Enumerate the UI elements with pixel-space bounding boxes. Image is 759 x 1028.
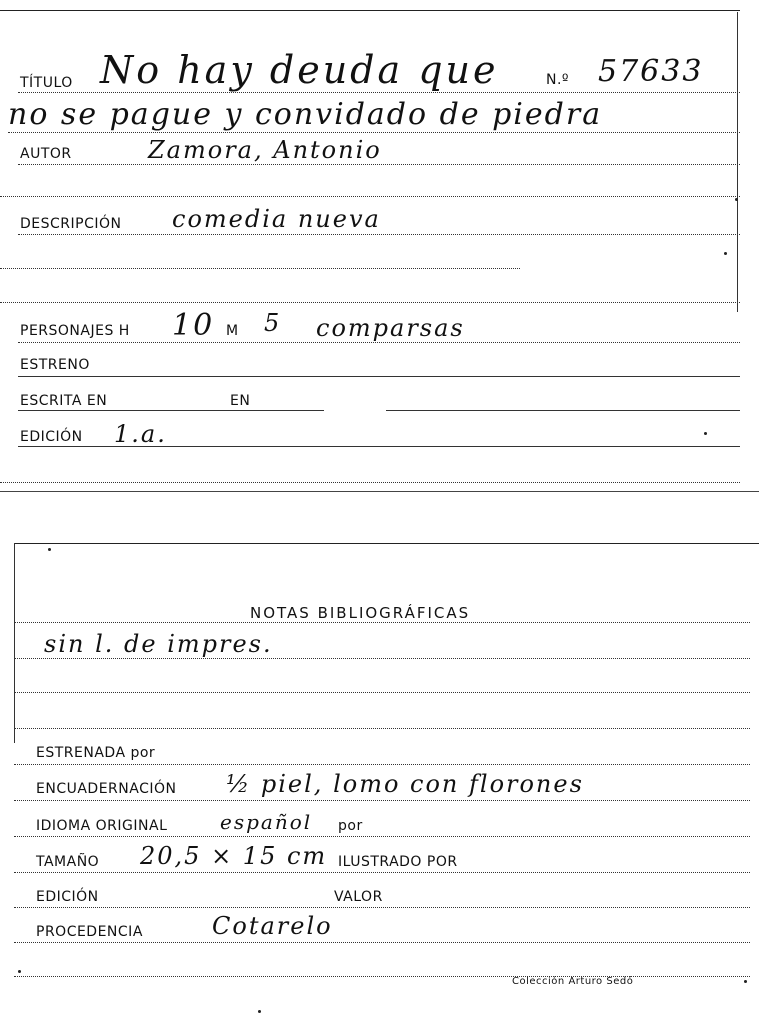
personajes-h-value: 10 [172,308,215,343]
card-edge [737,12,738,312]
blank-line [0,196,740,197]
procedencia-value: Cotarelo [212,912,333,940]
personajes-line [18,342,740,343]
descripcion-label: DESCRIPCIÓN [20,216,122,232]
estreno-label: ESTRENO [20,357,90,373]
blank-line [14,692,750,693]
ink-speck [735,198,738,201]
autor-value: Zamora, Antonio [148,136,382,164]
titulo-handwriting: No hay deuda que [100,48,499,92]
titulo-label: TÍTULO [20,75,73,91]
blank-line [0,302,740,303]
card-edge [0,491,759,492]
notas-line [14,622,750,623]
blank-line [14,976,750,977]
idioma-line [14,836,750,837]
idioma-label: IDIOMA ORIGINAL [36,818,168,834]
encuadernacion-value: ½ piel, lomo con florones [226,770,584,798]
ink-speck [744,980,747,983]
ink-speck [704,432,707,435]
coleccion-imprint: Colección Arturo Sedó [512,976,634,987]
estrenada-label: ESTRENADA por [36,745,156,761]
estrenada-line [14,764,750,765]
personajes-extra: comparsas [316,314,465,342]
card-edge [0,10,740,11]
idioma-por-label: por [338,818,363,834]
edicion-value: 1.a. [114,420,167,448]
encuadernacion-line [14,800,750,801]
tamano-label: TAMAÑO [36,854,100,870]
ink-speck [48,548,51,551]
notas-line-2 [14,658,750,659]
blank-line [0,482,740,483]
estreno-line [18,376,740,377]
ink-speck [724,252,727,255]
ink-speck [258,1010,261,1013]
escrita-line-right [386,410,740,411]
idioma-value: español [220,810,313,834]
autor-line [18,164,740,165]
procedencia-label: PROCEDENCIA [36,924,143,940]
personajes-m-value: 5 [264,309,282,337]
edicion-label: EDICIÓN [20,429,83,445]
edicion-line-2 [14,907,750,908]
edicion-label-2: EDICIÓN [36,889,99,905]
catalog-card-bottom [0,540,759,1028]
tamano-value: 20,5 × 15 cm [140,842,328,870]
descripcion-value: comedia nueva [172,205,381,233]
ink-speck [18,970,21,973]
card-edge [14,543,759,544]
encuadernacion-label: ENCUADERNACIÓN [36,781,177,797]
escrita-label: ESCRITA EN [20,393,108,409]
personajes-label: PERSONAJES H [20,323,130,339]
blank-line [0,268,520,269]
escrita-line [18,410,324,411]
numero-label: N.º [546,72,570,88]
catalog-card-top [0,0,759,492]
tamano-line [14,872,750,873]
titulo-handwriting-cont: no se pague y convidado de piedra [8,97,603,132]
edicion-line [18,446,740,447]
numero-value: 57633 [598,54,704,89]
autor-label: AUTOR [20,146,72,162]
en-label: EN [230,393,251,409]
titulo-line-2 [8,132,740,133]
titulo-line [18,92,740,93]
card-edge [14,543,15,743]
procedencia-line [14,942,750,943]
ilustrado-label: ILUSTRADO POR [338,854,458,870]
notas-value: sin l. de impres. [44,630,273,658]
valor-label: VALOR [334,889,383,905]
personajes-m-label: M [226,323,239,339]
descripcion-line [18,234,740,235]
blank-line [14,728,750,729]
notas-title: NOTAS BIBLIOGRÁFICAS [250,604,471,622]
